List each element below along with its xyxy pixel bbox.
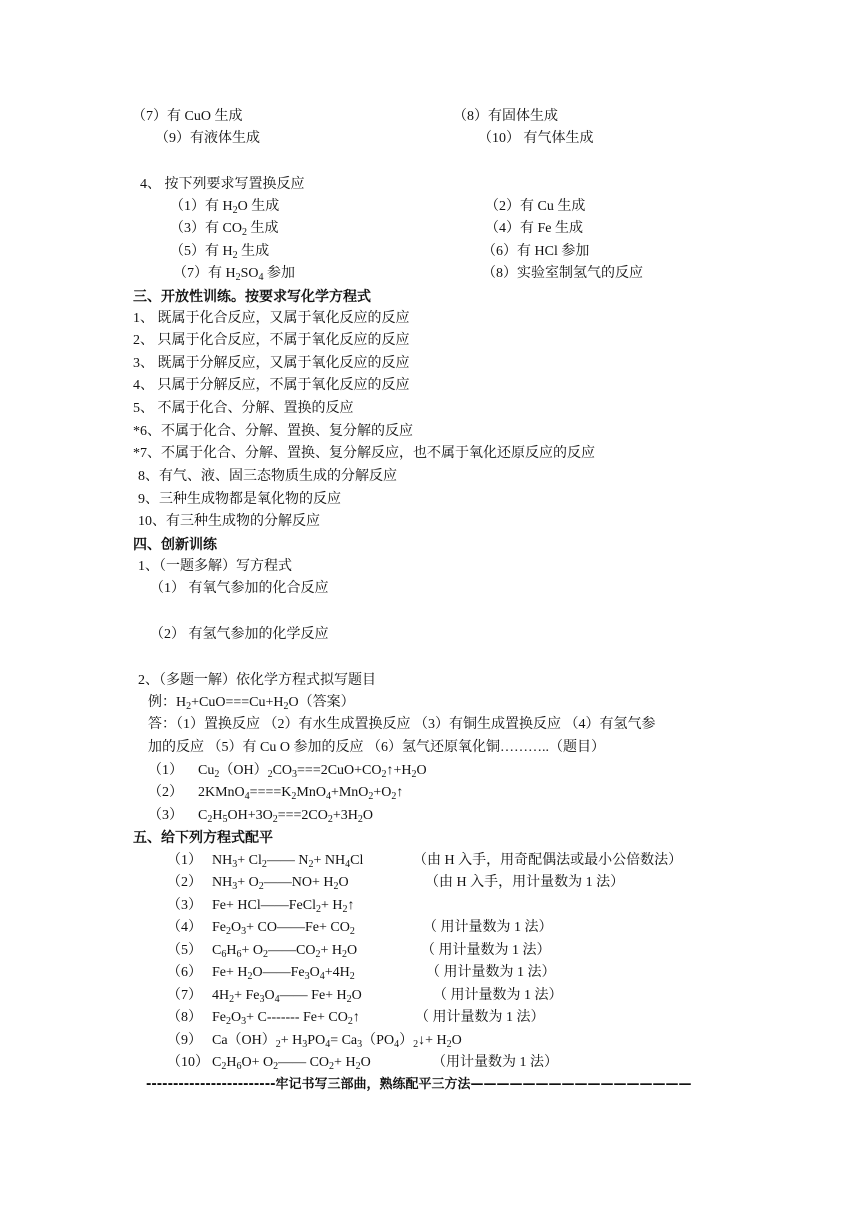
section5-title: 五、给下列方程式配平 xyxy=(133,830,273,846)
list-item: 1、 既属于化合反应，又属于氧化反应的反应 xyxy=(133,311,410,326)
s5-eq-1-note: （由 H 入手，用奇配偶法或最小公倍数法） xyxy=(413,853,683,868)
s5-eq-4: $Fe_2O_3+$ CO——Fe+ $CO_2$ xyxy=(212,920,355,937)
section4-title: 四、创新训练 xyxy=(133,537,217,553)
section3-title: 三、开放性训练。按要求写化学方程式 xyxy=(133,289,371,305)
s5-eq-8: $Fe_2O_3+ C-------$ $Fe+ CO_2↑$ xyxy=(212,1010,360,1027)
s4-q1: 1、（一题多解）写方程式 xyxy=(138,559,292,574)
list-item: 2、 只属于化合反应，不属于氧化反应的反应 xyxy=(133,333,410,348)
list-item: 4、 只属于分解反应，不属于氧化反应的反应 xyxy=(133,378,410,393)
q4-item-8: （8）实验室制氢气的反应 xyxy=(482,266,643,281)
s5-eq-6-note: （ 用计量数为 1 法） xyxy=(426,965,556,980)
list-item: 3、 既属于分解反应，又属于氧化反应的反应 xyxy=(133,356,410,371)
s4-eq-1: $Cu_2(OH)_2CO_3===2CuO+CO_2↑+H_2O$ xyxy=(198,763,427,780)
s4-answer-line2: 加的反应 （5）有 Cu O 参加的反应 （6）氢气还原氧化铜………..（题目） xyxy=(148,740,605,755)
s5-eq-1-number: （1） xyxy=(167,853,202,868)
q4-heading: 4、 按下列要求写置换反应 xyxy=(140,177,305,192)
s5-eq-9: $Ca(OH)_2+ H_3PO_4=$ $Ca_3(PO_4)_2↓+ H_2O$ xyxy=(212,1033,462,1050)
s5-eq-4-note: （ 用计量数为 1 法） xyxy=(423,920,553,935)
s5-eq-2-note: （由 H 入手，用计量数为 1 法） xyxy=(425,875,625,890)
s5-eq-7-number: （7） xyxy=(167,988,202,1003)
list-item: 9、三种生成物都是氧化物的反应 xyxy=(138,492,341,507)
s5-eq-10: $C_2H_6O+$ $O_2——$ $CO_2+ H_2O$ xyxy=(212,1055,371,1072)
s5-eq-2-number: （2） xyxy=(167,875,202,890)
q4-item-4: （4）有 Fe 生成 xyxy=(485,221,583,236)
s4-example: 例：$H_2+CuO===Cu+H_2O$（答案） xyxy=(148,695,355,712)
item-7: （7）有 CuO 生成 xyxy=(132,109,243,124)
list-item: *7、不属于化合、分解、置换、复分解反应，也不属于氧化还原反应的反应 xyxy=(133,446,595,461)
s5-eq-6: $Fe+ H_2O——Fe_3O_4+4H_2$ xyxy=(212,965,355,982)
s5-eq-7-note: （ 用计量数为 1 法） xyxy=(433,988,563,1003)
list-item: 5、 不属于化合、分解、置换的反应 xyxy=(133,401,354,416)
q4-item-2: （2）有 Cu 生成 xyxy=(485,199,586,214)
s4-eq-2: $2KMnO_4====K_2MnO_4+MnO_2+O_2↑$ xyxy=(198,785,404,802)
s5-eq-5-number: （5） xyxy=(167,943,202,958)
s5-eq-10-number: （10） xyxy=(167,1055,209,1070)
s5-eq-5-note: （ 用计量数为 1 法） xyxy=(421,943,551,958)
s4-eq-2-number: （2） xyxy=(148,785,183,800)
s4-eq-1-number: （1） xyxy=(148,763,183,778)
s4-eq-3-number: （3） xyxy=(148,808,183,823)
q4-item-7: （7）有 $H_2SO_4$ 参加 xyxy=(173,266,296,283)
s5-eq-4-number: （4） xyxy=(167,920,202,935)
item-9: （9）有液体生成 xyxy=(155,131,260,146)
s4-q1-b: （2） 有氢气参加的化学反应 xyxy=(150,627,329,642)
s4-q2: 2、（多题一解）依化学方程式拟写题目 xyxy=(138,673,376,688)
s5-eq-9-number: （9） xyxy=(167,1033,202,1048)
s5-eq-2: $NH_3+$ $O_2——NO+ H_2O$ xyxy=(212,875,349,892)
list-item: 10、有三种生成物的分解反应 xyxy=(138,514,320,529)
s4-eq-3: $C_2H_5OH+3O_2===2CO_2+3H_2O$ xyxy=(198,808,373,825)
s5-eq-3-number: （3） xyxy=(167,898,202,913)
list-item: *6、不属于化合、分解、置换、复分解的反应 xyxy=(133,424,413,439)
s5-eq-3: Fe+ HCl——FeCl$_2$+ $H_2↑$ xyxy=(212,898,355,915)
s4-q1-a: （1） 有氧气参加的化合反应 xyxy=(150,581,329,596)
list-item: 8、有气、液、固三态物质生成的分解反应 xyxy=(138,469,397,484)
q4-item-6: （6）有 HCl 参加 xyxy=(482,244,590,259)
q4-item-3: （3）有 $CO_2$ 生成 xyxy=(170,221,279,238)
item-8: （8）有固体生成 xyxy=(453,109,558,124)
s5-eq-8-number: （8） xyxy=(167,1010,202,1025)
s5-eq-1: $NH_3+$ $Cl_2——$ $N_2+ NH_4Cl$ xyxy=(212,853,364,870)
footer-slogan: ------------------------牢记书写三部曲，熟练配平三方法————————————————— xyxy=(146,1077,692,1092)
s5-eq-6-number: （6） xyxy=(167,965,202,980)
q4-item-1: （1）有 $H_2O$ 生成 xyxy=(170,199,280,216)
item-10: （10） 有气体生成 xyxy=(478,131,594,146)
s5-eq-10-note: （用计量数为 1 法） xyxy=(432,1055,558,1070)
q4-item-5: （5）有 $H_2$ 生成 xyxy=(170,244,270,261)
s5-eq-5: $C_6H_6+$ $O_2——CO_2+ H_2O$ xyxy=(212,943,358,960)
s5-eq-7: $4H_2+$ $Fe_3O_4——$ $Fe+ H_2O$ xyxy=(212,988,362,1005)
s5-eq-8-note: （ 用计量数为 1 法） xyxy=(415,1010,545,1025)
s4-answer-line1: 答：（1）置换反应 （2）有水生成置换反应 （3）有铜生成置换反应 （4）有氢气参 xyxy=(148,717,656,732)
